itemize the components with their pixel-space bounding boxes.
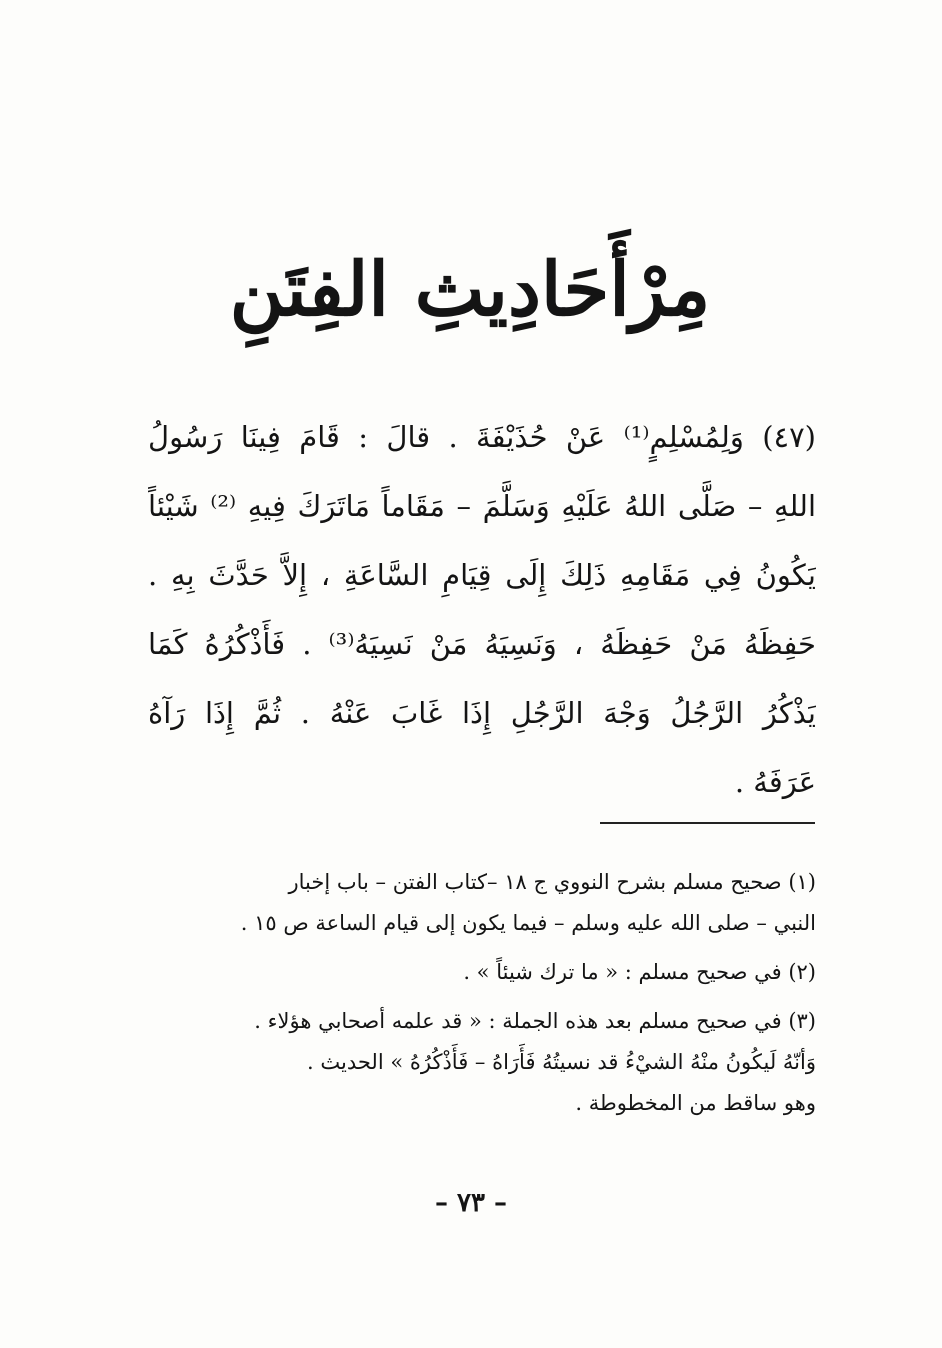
footnote-2 xyxy=(140,952,816,993)
footnote-3-line-1: (٣) في صحيح مسلم بعد هذه الجملة : « قد علمه أصحابي هؤلاء . xyxy=(254,1009,816,1033)
footnotes xyxy=(140,862,816,1132)
hadith-line-1: (٤٧) وَلِمُسْلِمٍ⁽¹⁾ عَنْ حُذَيْفَةَ . قالَ : قَامَ فِينَا رَسُولُ xyxy=(148,420,816,454)
hadith-text xyxy=(148,403,816,817)
footnote-separator xyxy=(600,822,815,824)
footnote-3 xyxy=(140,1001,816,1124)
hadith-line-2: اللهِ – صَلَّى اللهُ عَلَيْهِ وَسَلَّمَ – مَقَاماً مَاتَرَكَ فِيهِ ⁽²⁾ شَيْئاً xyxy=(148,489,816,523)
footnote-3-line-3: وهو ساقط من المخطوطة . xyxy=(575,1091,816,1115)
footnote-3-line-2: وَأنّهُ لَيكُونُ منْهُ الشيْءُ قد نسيتُهُ فَأَرَاهُ – فَأَذْكُرُهُ » الحديث . xyxy=(307,1050,816,1074)
footnote-2-line-1: (٢) في صحيح مسلم : « ما ترك شيئاً » . xyxy=(463,960,816,984)
chapter-heading: مِرْأَحَادِيثِ الفِتَنِ xyxy=(229,247,711,333)
hadith-line-6: عَرَفَهُ . xyxy=(734,765,816,799)
footnote-1-line-1: (١) صحيح مسلم بشرح النووي ج ١٨ –كتاب الفتن – باب إخبار xyxy=(288,870,816,894)
footnote-1 xyxy=(140,862,816,944)
hadith-line-5: يَذْكُرُ الرَّجُلُ وَجْهَ الرَّجُلِ إِذَا غَابَ عَنْهُ . ثُمَّ إِذَا رَآهُ xyxy=(148,696,816,730)
footnote-1-line-2: النبي – صلى الله عليه وسلم – فيما يكون إلى قيام الساعة ص ١٥ . xyxy=(240,911,816,935)
hadith-line-4: حَفِظَهُ مَنْ حَفِظَهُ ، وَنَسِيَهُ مَنْ نَسِيَهُ⁽³⁾ . فَأَذْكُرُهُ كَمَا xyxy=(148,627,816,661)
hadith-line-3: يَكُونُ فِي مَقَامِهِ ذَلِكَ إِلَى قِيَامِ السَّاعَةِ ، إِلاَّ حَدَّثَ بِهِ . xyxy=(148,558,816,592)
page-number: – ٧٣ – xyxy=(434,1188,508,1218)
